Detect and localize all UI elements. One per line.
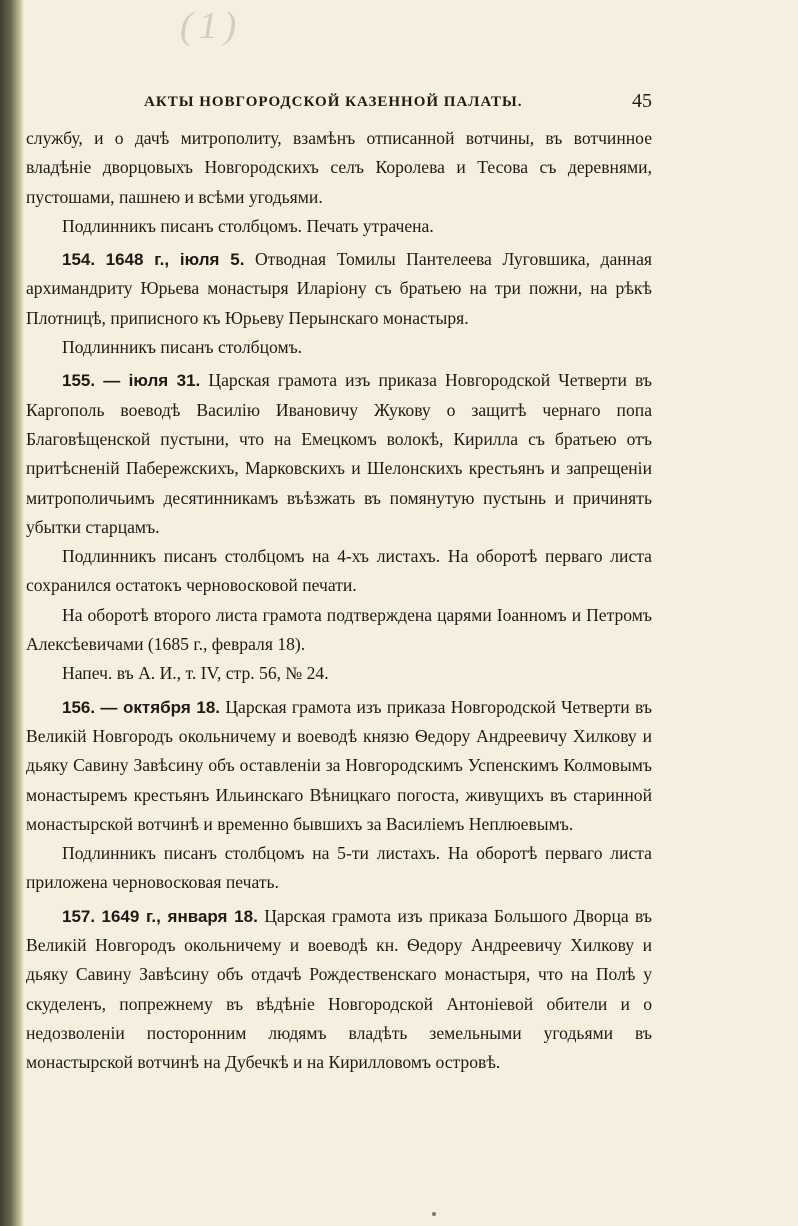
entry-number: 155. (62, 371, 96, 391)
book-spine-shadow (0, 0, 24, 1226)
entry-number: 154. (62, 250, 96, 270)
entry-date: — октября 18. (100, 697, 221, 717)
page-header (26, 88, 652, 124)
entry-number: 156. (62, 697, 96, 717)
entry-155-note-1: Подлинникъ писанъ столбцомъ на 4-хъ листахъ. На оборотѣ перваго листа сохранился остатокъ черновосковой печати. (26, 546, 652, 596)
entry-155-note-2: На оборотѣ второго листа грамота подтверждена царями Іоанномъ и Петромъ Алексѣевичами (1685 г., февраля 18). (26, 604, 652, 655)
entry-text: Царская грамота изъ приказа Новгородской Четверти въ Каргополь воеводѣ Василію Ивановичу Жукову о защитѣ чернаго попа Благовѣщенской пустыни, что на Емецкомъ волокѣ, Кирилла съ братьею отъ притѣсненій Пабережскихъ, Марковскихъ и Шелонскихъ крестьянъ и запрещеніи митрополичьимъ десятинникамъ въѣзжать въ помянутую пустынь и причинять убытки старцамъ. (26, 370, 652, 537)
entry-155 (26, 366, 652, 542)
entry-157 (26, 902, 652, 1078)
running-title: АКТЫ НОВГОРОДСКОЙ КАЗЕННОЙ ПАЛАТЫ. (144, 94, 523, 110)
continued-entry-note: Подлинникъ писанъ столбцомъ. Печать утрачена. (62, 215, 434, 236)
entry-156-note: Подлинникъ писанъ столбцомъ на 5-ти листахъ. На оборотѣ перваго листа приложена черновосковая печать. (26, 843, 652, 893)
continued-entry-text: службу, и о дачѣ митрополиту, взамѣнъ отписанной вотчины, въ вотчинное владѣніе дворцовыхъ Новгородскихъ селъ Королева и Тесова съ деревнями, пустошами, пашнею и всѣми угодьями. (26, 128, 652, 207)
entry-number: 157. (62, 906, 96, 926)
entry-date: 1649 г., января 18. (101, 906, 258, 926)
entry-text: Царская грамота изъ приказа Новгородской Четверти въ Великій Новгородъ окольничему и воеводѣ князю Ѳедору Андреевичу Хилкову и дьяку Савину Завѣсину объ оставленіи за Новгородскимъ Успенскимъ Колмовымъ монастыремъ крестьянъ Ильинскаго Вѣницкаго погоста, живущихъ въ старинной монастырской вотчинѣ и временно бывшихъ за Василіемъ Неплюевымъ. (26, 696, 652, 834)
ink-speck (432, 1212, 436, 1216)
entry-154-note: Подлинникъ писанъ столбцомъ. (62, 337, 303, 358)
entry-text: Отводная Томилы Пантелеева Луговшика, данная архимандриту Юрьева монастыря Иларіону съ братьею на три пожни, на рѣкѣ Плотницѣ, приписного къ Юрьеву Перынскаго монастыря. (26, 249, 652, 328)
entry-date: 1648 г., іюля 5. (105, 250, 245, 270)
entry-date: — іюля 31. (103, 371, 201, 391)
entry-156 (26, 693, 652, 839)
document-page (26, 88, 652, 1078)
pencil-margin-mark: (1) (180, 5, 243, 47)
entry-154 (26, 245, 652, 333)
entry-text: Царская грамота изъ приказа Большого Дворца въ Великій Новгородъ окольничему и воеводѣ кн. Ѳедору Андреевичу Хилкову и дьяку Савину Завѣсину объ отдачѣ Рождественскаго монастыря, что на Полѣ у скуделенъ, попрежнему въ вѣдѣніе Новгородской Антоніевой обители и о недозволеніи посторонним людямъ владѣть земельными угодьями въ монастырской вотчинѣ на Дубечкѣ и на Кирилловомъ островѣ. (26, 905, 653, 1073)
entry-155-note-3: Напеч. въ А. И., т. IV, стр. 56, № 24. (62, 663, 329, 684)
page-number: 45 (632, 90, 652, 112)
